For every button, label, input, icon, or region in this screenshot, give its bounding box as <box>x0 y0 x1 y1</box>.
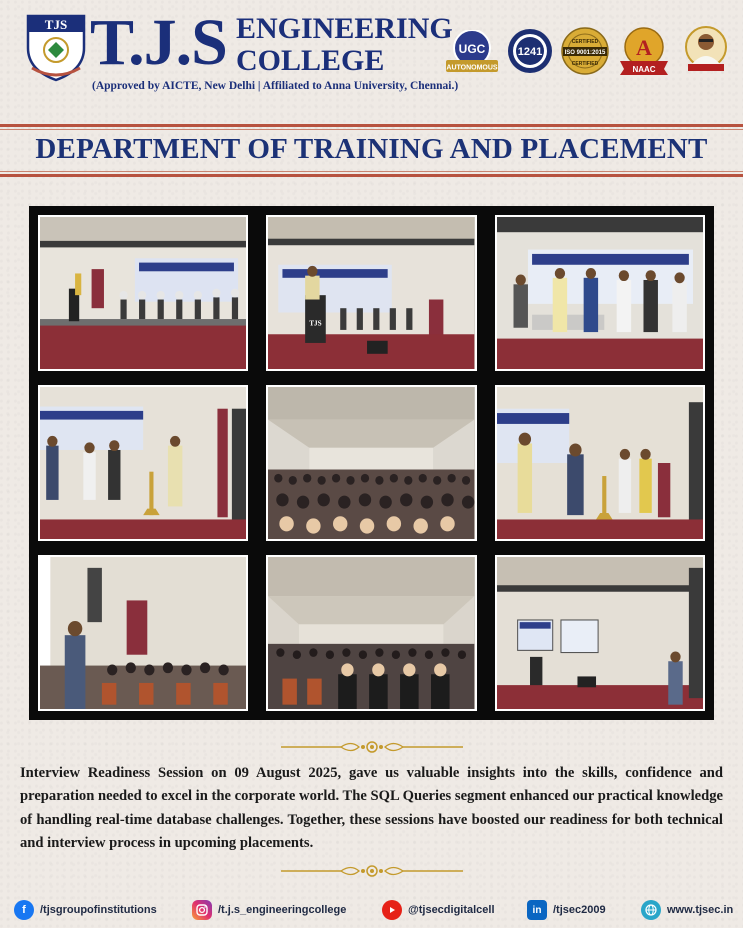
youtube-link[interactable] <box>382 900 495 920</box>
photo-stage-panel[interactable] <box>38 215 248 371</box>
photo-projector-talk[interactable] <box>495 555 705 711</box>
header-rule-top-thin <box>0 129 743 130</box>
nirf-rank-badge <box>507 28 553 74</box>
photo-memento-presentation[interactable] <box>495 215 705 371</box>
instagram-link[interactable] <box>192 900 346 920</box>
department-title: DEPARTMENT OF TRAINING AND PLACEMENT <box>35 133 708 165</box>
iso-certified-badge <box>561 27 609 75</box>
svg-text:UGC: UGC <box>458 42 486 56</box>
college-name-line-1: ENGINEERING <box>236 12 453 45</box>
founder-portrait <box>684 26 728 72</box>
website-link[interactable] <box>641 900 733 920</box>
svg-text:TJS: TJS <box>309 318 323 328</box>
college-name-line-2: COLLEGE <box>236 44 385 77</box>
facebook-handle: /tjsgroupofinstitutions <box>40 904 157 916</box>
svg-text:ISO 9001:2015: ISO 9001:2015 <box>564 50 606 56</box>
event-caption: Interview Readiness Session on 09 August 2025, gave us valuable insights into the skills, confidence and preparation needed to excel in the corporate world. The SQL Queries segment enhanced our practical knowledge of handling real-time database challenges. Together, these sessions have boosted our readiness for both technical and interview process in upcoming placements. <box>20 765 723 852</box>
naac-a-grade-badge <box>618 27 670 75</box>
header <box>0 0 743 118</box>
facebook-icon: f <box>14 900 34 920</box>
linkedin-handle: /tjsec2009 <box>553 904 606 916</box>
svg-text:CERTIFIED: CERTIFIED <box>571 39 599 45</box>
affiliation-text: (Approved by AICTE, New Delhi | Affiliated to Anna University, Chennai.) <box>92 80 459 92</box>
divider-ornament-top <box>281 740 463 754</box>
website-url: www.tjsec.in <box>667 904 734 916</box>
globe-icon <box>641 900 661 920</box>
svg-text:A: A <box>636 35 652 60</box>
svg-text:TJS: TJS <box>44 17 68 32</box>
linkedin-icon: in <box>527 900 547 920</box>
college-crest-logo <box>22 12 90 82</box>
photo-speaker-podium[interactable] <box>266 215 476 371</box>
photo-audience-wide[interactable] <box>266 385 476 541</box>
linkedin-link[interactable] <box>527 900 606 920</box>
college-abbreviation: T.J.S <box>90 6 227 79</box>
ugc-autonomous-badge <box>446 30 498 74</box>
header-rule-top <box>0 124 743 127</box>
header-rule-bottom-thin <box>0 171 743 172</box>
youtube-icon <box>382 900 402 920</box>
youtube-handle: @tjsecdigitalcell <box>408 904 495 916</box>
svg-text:NAAC: NAAC <box>632 65 656 74</box>
svg-text:CERTIFIED: CERTIFIED <box>571 61 599 67</box>
divider-ornament-bottom <box>281 864 463 878</box>
instagram-handle: /t.j.s_engineeringcollege <box>218 904 347 916</box>
facebook-link[interactable] <box>14 900 157 920</box>
photo-speaker-audience[interactable] <box>38 555 248 711</box>
event-photo-grid <box>29 206 714 720</box>
photo-lamp-lighting[interactable] <box>495 385 705 541</box>
social-footer <box>0 896 743 924</box>
svg-text:1241: 1241 <box>517 46 543 58</box>
svg-text:AUTONOMOUS: AUTONOMOUS <box>446 64 498 72</box>
photo-students-hall[interactable] <box>266 555 476 711</box>
photo-guests-lamp[interactable] <box>38 385 248 541</box>
header-rule-bottom <box>0 174 743 177</box>
instagram-icon <box>192 900 212 920</box>
